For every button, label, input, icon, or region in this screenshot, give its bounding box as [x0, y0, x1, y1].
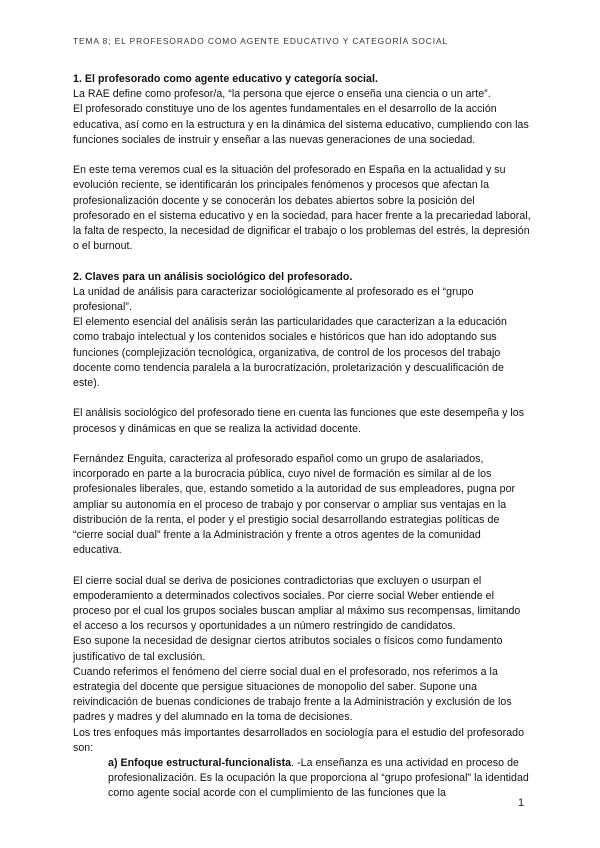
section-2-paragraph: La unidad de análisis para caracterizar sociológicamente al profesorado es el “grupo profesional”.	[73, 285, 474, 314]
section-1-heading: 1. El profesorado como agente educativo y categoría social.	[73, 73, 378, 85]
list-item-a-label: a) Enfoque estructural-funcionalista	[108, 757, 292, 770]
section-2-heading: 2. Claves para un análisis sociológico del profesorado.	[73, 270, 353, 283]
section-2-paragraph: Fernández Enguita, caracteriza al profesorado español como un grupo de asalariados, incorporado en parte a la burocracia pública, cuyo nivel de formación es similar al de los profesionales liberales, que, estando sometido a la autoridad de sus empleadores, pugna por ampliar su autonomía en el proceso de trabajo y por conservar o ampliar sus ventajas en la distribución de la renta, el poder y el prestigio social desarrollando estrategias políticas de “cierre social dual” frente a la Administración y frente a otros agentes de la comunidad educativa.	[73, 453, 516, 557]
section-1-paragraph: La RAE define como profesor/a, “la persona que ejerce o enseña una ciencia o un arte”.	[73, 88, 491, 101]
list-item-a-text: . -La enseñanza es una actividad en proceso de profesionalización. Es la ocupación la que proporciona al “grupo profesional” la identidad como agente social acorde con el cumplimiento de las funciones que la	[108, 757, 529, 800]
running-header: TEMA 8; EL PROFESORADO COMO AGENTE EDUCATIVO Y CATEGORÍA SOCIAL	[73, 36, 449, 46]
document-body	[73, 72, 531, 802]
section-2-paragraph: Los tres enfoques más importantes desarrollados en sociología para el estudio del profesorado son:	[73, 726, 525, 754]
section-1-paragraph: El profesorado constituye uno de los agentes fundamentales en el desarrollo de la acción educativa, así como en la estructura y en la dinámica del sistema educativo, cumpliendo con las funciones sociales de instruir y enseñar a las nuevas generaciones de una sociedad.	[73, 103, 529, 146]
section-2-paragraph: El análisis sociológico del profesorado tiene en cuenta las funciones que este desempeña y los procesos y dinámicas en que se realiza la actividad docente.	[73, 407, 525, 435]
page-number: 1	[518, 797, 525, 809]
section-2-paragraph: El cierre social dual se deriva de posiciones contradictorias que excluyen o usurpan el empoderamiento a determinados colectivos sociales. Por cierre social Weber entiende el proceso por el cual los grupos sociales buscan ampliar al máximo sus recompensas, limitando el acceso a los recursos y oportunidades a un número restringido de candidatos.	[73, 574, 521, 633]
section-2-paragraph: Cuando referimos el fenómeno del cierre social dual en el profesorado, nos referimos a la estrategia del docente que persigue situaciones de monopolio del saber. Supone una reivindicación de buenas condiciones de trabajo frente a la Administración y exclusión de los padres y madres y del alumnado en la toma de decisiones.	[73, 665, 512, 724]
section-2-paragraph: Eso supone la necesidad de designar ciertos atributos sociales o físicos como fundamento justificativo de tal exclusión.	[73, 635, 503, 663]
section-2-paragraph: El elemento esencial del análisis serán las particularidades que caracterizan a la educación como trabajo intelectual y los contenidos sociales e históricos que han ido adoptando sus funciones (complejización tecnológica, organizativa, de control de los procesos del trabajo docente como tendencia paralela a la burocratización, proletarización y descualificación de este).	[73, 316, 507, 390]
section-1-paragraph: En este tema veremos cual es la situación del profesorado en España en la actualidad y su evolución reciente, se identificarán los principales fenómenos y procesos que afectan la profesionalización docente y se conocerán los debates abiertos sobre la posición del profesorado en el sistema educativo y en la sociedad, para hacer frente a la precariedad laboral, la falta de respecto, la necesidad de dignificar el trabajo o los problemas del estrés, la depresión o el burnout.	[73, 164, 531, 253]
list-item-a	[73, 756, 531, 802]
